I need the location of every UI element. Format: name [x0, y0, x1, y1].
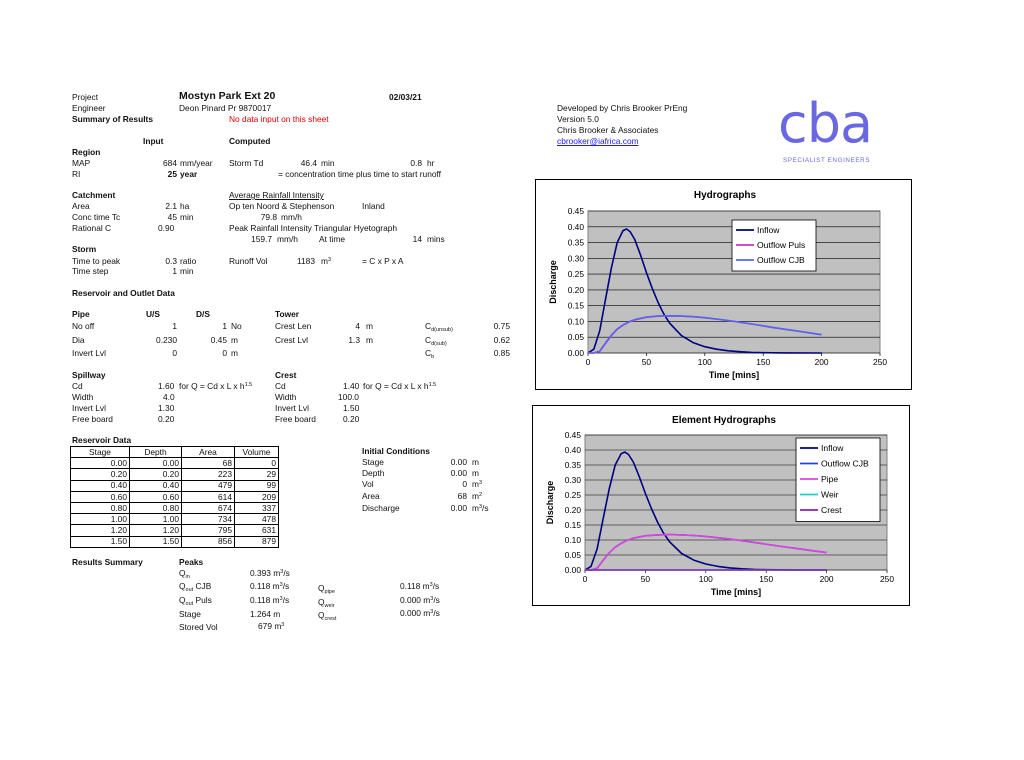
col-depth: Depth — [130, 447, 182, 458]
peaks-heading: Peaks — [179, 557, 204, 567]
cb-label: $C_b$ — [425, 348, 435, 360]
legend-entry: Inflow — [757, 225, 780, 235]
avg-rainfall-label: Average Rainfall Intensity — [229, 190, 324, 200]
engineer-label: Engineer — [72, 103, 106, 113]
col-area: Area — [182, 447, 235, 458]
pipe-invert-ds: 0 — [222, 348, 227, 358]
developer-email-link[interactable]: cbrooker@iafrica.com — [557, 136, 639, 146]
crest-len-value: 4 — [355, 321, 360, 331]
cell-stage: 1.50 — [71, 536, 130, 547]
storm-td-hr: 0.8 — [410, 158, 422, 168]
x-tick-label: 50 — [640, 574, 651, 584]
pipe-invert-us: 0 — [172, 348, 177, 358]
hydrographs-chart — [535, 179, 912, 390]
pipe-dia-ds: 0.45 — [210, 335, 227, 345]
reservoir-outlet-heading: Reservoir and Outlet Data — [72, 288, 175, 298]
computed-heading: Computed — [229, 136, 271, 146]
pipe-dia-unit: m — [231, 335, 238, 345]
pipe-dia-label: Dia — [72, 335, 85, 345]
table-row — [71, 514, 279, 525]
storm-heading: Storm — [72, 244, 97, 254]
no-input-note: No data input on this sheet — [229, 114, 329, 124]
cell-area: 479 — [182, 480, 235, 491]
legend-entry: Crest — [821, 505, 842, 515]
element-hydrographs-svg — [533, 406, 911, 607]
table-row — [71, 458, 279, 469]
table-row — [71, 536, 279, 547]
cell-area: 734 — [182, 514, 235, 525]
area-unit: ha — [180, 201, 190, 211]
crest-formula: for Q = Cd x L x $h^{1.5}$ — [363, 381, 437, 391]
cell-volume: 0 — [235, 458, 279, 469]
table-row — [71, 480, 279, 491]
peak-stage-value: 1.264 m — [250, 609, 281, 619]
y-tick-label: 0.00 — [564, 565, 581, 575]
area-value: 2.1 — [165, 201, 177, 211]
cell-stage: 0.20 — [71, 469, 130, 480]
q-weir-value: 0.000 $m^3/s$ — [400, 595, 440, 605]
x-tick-label: 250 — [880, 574, 894, 584]
tc-unit: min — [180, 212, 194, 222]
spillway-width-value: 4.0 — [163, 392, 175, 402]
cell-volume: 478 — [235, 514, 279, 525]
crest-invert-value: 1.50 — [343, 403, 360, 413]
y-tick-label: 0.10 — [564, 535, 581, 545]
cell-volume: 631 — [235, 525, 279, 536]
crest-cd-value: 1.40 — [343, 381, 360, 391]
crest-lvl-unit: m — [366, 335, 373, 345]
cd-sub-value: 0.62 — [493, 335, 510, 345]
time-step-value: 1 — [172, 266, 177, 276]
cell-depth: 0.60 — [130, 491, 182, 502]
table-row — [71, 469, 279, 480]
at-time-unit: mins — [427, 234, 445, 244]
initial-discharge-value: 0.00 — [450, 503, 467, 513]
area-label: Area — [72, 201, 90, 211]
y-tick-label: 0.40 — [567, 221, 584, 232]
col-volume: Volume — [235, 447, 279, 458]
pipe-no-ds: 1 — [222, 321, 227, 331]
cba-logo: cba — [778, 92, 873, 155]
cell-depth: 0.00 — [130, 458, 182, 469]
cell-area: 795 — [182, 525, 235, 536]
spillway-width-label: Width — [72, 392, 94, 402]
y-axis-label: Discharge — [545, 480, 555, 525]
y-axis-label: Discharge — [548, 260, 558, 304]
initial-area-label: Area — [362, 491, 380, 501]
cell-depth: 0.40 — [130, 480, 182, 491]
pipe-no-us: 1 — [172, 321, 177, 331]
project-label: Project — [72, 92, 99, 102]
time-step-label: Time step — [72, 266, 109, 276]
q-crest-label: $Q_{crest}$ — [318, 610, 337, 622]
initial-stage-unit: m — [472, 457, 479, 467]
crest-heading: Crest — [275, 370, 297, 380]
map-unit: mm/year — [180, 158, 213, 168]
q-in-value: 0.393 $m^3/s$ — [250, 568, 290, 578]
ri-value: 25 — [167, 169, 177, 179]
storm-td-min-unit: min — [321, 158, 335, 168]
tower-heading: Tower — [275, 309, 300, 319]
cell-area: 674 — [182, 502, 235, 513]
cell-depth: 1.20 — [130, 525, 182, 536]
cell-depth: 1.50 — [130, 536, 182, 547]
cell-volume: 99 — [235, 480, 279, 491]
initial-area-unit: $m^2$ — [472, 491, 483, 501]
spillway-cd-value: 1.60 — [158, 381, 175, 391]
table-row — [71, 491, 279, 502]
spillway-invert-value: 1.30 — [158, 403, 175, 413]
legend-entry: Inflow — [821, 443, 844, 453]
reservoir-data-heading: Reservoir Data — [72, 435, 132, 445]
pipe-heading: Pipe — [72, 309, 90, 319]
hydrographs-svg — [536, 180, 913, 391]
cell-volume: 29 — [235, 469, 279, 480]
pipe-invert-label: Invert Lvl — [72, 348, 106, 358]
runoff-vol-label: Runoff Vol — [229, 256, 268, 266]
y-tick-label: 0.30 — [564, 475, 581, 485]
cell-stage: 1.20 — [71, 525, 130, 536]
developer-line-1: Developed by Chris Brooker PrEng — [557, 103, 688, 113]
cell-depth: 0.80 — [130, 502, 182, 513]
y-tick-label: 0.20 — [567, 284, 584, 295]
cell-stage: 0.60 — [71, 491, 130, 502]
crest-cd-label: Cd — [275, 381, 286, 391]
stored-vol-label: Stored Vol — [179, 622, 218, 632]
x-axis-label: Time [mins] — [708, 370, 760, 380]
cell-depth: 0.20 — [130, 469, 182, 480]
q-crest-value: 0.000 $m^3/s$ — [400, 608, 440, 618]
initial-vol-value: 0 — [462, 479, 467, 489]
pipe-invert-unit: m — [231, 348, 238, 358]
x-tick-label: 100 — [697, 357, 712, 367]
pipe-ds-heading: D/S — [196, 309, 210, 319]
initial-depth-value: 0.00 — [450, 468, 467, 478]
time-step-unit: min — [180, 266, 194, 276]
avg-rainfall-value: 79.8 — [260, 212, 277, 222]
spillway-cd-label: Cd — [72, 381, 83, 391]
storm-td-hr-unit: hr — [427, 158, 435, 168]
crest-len-label: Crest Len — [275, 321, 312, 331]
peak-rainfall-label: Peak Rainfall Intensity Triangular Hyetograph — [229, 223, 398, 233]
initial-vol-label: Vol — [362, 479, 374, 489]
crest-lvl-value: 1.3 — [348, 335, 360, 345]
cb-value: 0.85 — [493, 348, 510, 358]
y-tick-label: 0.05 — [564, 550, 581, 560]
concentration-note: = concentration time plus time to start runoff — [278, 169, 442, 179]
cell-stage: 1.00 — [71, 514, 130, 525]
runoff-vol-unit: $m^3$ — [321, 256, 332, 266]
cd-unsub-value: 0.75 — [493, 321, 510, 331]
y-tick-label: 0.35 — [567, 237, 584, 248]
x-tick-label: 150 — [756, 357, 771, 367]
y-tick-label: 0.15 — [567, 300, 584, 311]
cd-sub-label: $C_{d(sub)}$ — [425, 335, 447, 347]
tc-label: Conc time Tc — [72, 212, 121, 222]
y-tick-label: 0.05 — [567, 332, 584, 343]
runoff-formula: = C x P x A — [362, 256, 404, 266]
q-pipe-value: 0.118 $m^3/s$ — [400, 581, 440, 591]
q-out-cjb-value: 0.118 $m^3/s$ — [250, 581, 290, 591]
engineer-name: Deon Pinard Pr 9870017 — [179, 103, 272, 113]
spillway-heading: Spillway — [72, 370, 106, 380]
spillway-formula: for Q = Cd x L x $h^{1.5}$ — [179, 381, 253, 391]
peak-stage-label: Stage — [179, 609, 201, 619]
q-in-label: $Q_{in}$ — [179, 568, 190, 580]
pipe-us-heading: U/S — [146, 309, 160, 319]
legend-entry: Pipe — [821, 474, 839, 484]
crest-freeboard-value: 0.20 — [343, 414, 360, 424]
x-tick-label: 200 — [814, 357, 829, 367]
peak-rainfall-value: 159.7 — [251, 234, 272, 244]
peak-rainfall-unit: mm/h — [277, 234, 298, 244]
initial-conditions-heading: Initial Conditions — [362, 446, 430, 456]
stored-vol-value: 679 $m^3$ — [258, 621, 285, 631]
input-heading: Input — [143, 136, 164, 146]
spillway-freeboard-value: 0.20 — [158, 414, 175, 424]
initial-discharge-label: Discharge — [362, 503, 400, 513]
region-heading: Region — [72, 147, 101, 157]
element-hydrographs-chart — [532, 405, 910, 606]
y-tick-label: 0.10 — [567, 316, 584, 327]
reservoir-data-table — [70, 446, 279, 548]
y-tick-label: 0.15 — [564, 520, 581, 530]
initial-discharge-unit: $m^3/s$ — [472, 503, 489, 513]
cell-volume: 209 — [235, 491, 279, 502]
cba-logo-subtitle: SPECIALIST ENGINEERS — [783, 157, 871, 164]
tc-value: 45 — [167, 212, 177, 222]
col-stage: Stage — [71, 447, 130, 458]
time-to-peak-label: Time to peak — [72, 256, 121, 266]
storm-td-min: 46.4 — [300, 158, 317, 168]
developer-line-3: Chris Brooker & Associates — [557, 125, 659, 135]
pipe-dia-us: 0.230 — [156, 335, 177, 345]
crest-freeboard-label: Free board — [275, 414, 316, 424]
legend-entry: Weir — [821, 489, 839, 500]
legend-entry: Outflow CJB — [821, 458, 869, 469]
pipe-no-label: No off — [72, 321, 95, 331]
catchment-heading: Catchment — [72, 190, 116, 200]
cell-area: 614 — [182, 491, 235, 502]
y-tick-label: 0.00 — [567, 348, 584, 358]
legend-entry: Outflow Puls — [757, 240, 806, 250]
chart-title: Element Hydrographs — [672, 415, 776, 426]
x-tick-label: 50 — [641, 357, 652, 367]
cell-area: 223 — [182, 469, 235, 480]
developer-line-2: Version 5.0 — [557, 114, 599, 124]
report-date: 02/03/21 — [389, 92, 422, 102]
pipe-no-unit: No — [231, 321, 242, 331]
q-out-puls-label: $Q_{out}$ Puls — [179, 595, 212, 607]
cell-stage: 0.00 — [71, 458, 130, 469]
y-tick-label: 0.25 — [567, 269, 584, 280]
summary-label: Summary of Results — [72, 114, 153, 124]
rational-c-label: Rational C — [72, 223, 112, 233]
chart-title: Hydrographs — [693, 190, 757, 201]
cell-area: 68 — [182, 458, 235, 469]
time-to-peak-unit: ratio — [180, 256, 197, 266]
ri-unit: year — [180, 169, 198, 179]
crest-lvl-label: Crest Lvl — [275, 335, 309, 345]
x-tick-label: 0 — [582, 574, 588, 584]
storm-td-label: Storm Td — [229, 158, 264, 168]
table-row — [71, 502, 279, 513]
x-tick-label: 100 — [698, 574, 713, 584]
q-weir-label: $Q_{weir}$ — [318, 597, 335, 609]
rainfall-location: Inland — [362, 201, 385, 211]
rational-c-value: 0.90 — [158, 223, 175, 233]
y-tick-label: 0.45 — [567, 206, 584, 216]
results-summary-heading: Results Summary — [72, 557, 143, 567]
y-tick-label: 0.30 — [567, 253, 584, 264]
crest-width-value: 100.0 — [338, 392, 359, 402]
y-tick-label: 0.20 — [564, 505, 581, 515]
avg-rainfall-unit: mm/h — [281, 212, 302, 222]
ri-label: RI — [72, 169, 81, 179]
x-axis-label: Time [mins] — [710, 587, 762, 597]
y-tick-label: 0.45 — [564, 430, 581, 440]
cell-stage: 0.40 — [71, 480, 130, 491]
spillway-invert-label: Invert Lvl — [72, 403, 106, 413]
q-out-puls-value: 0.118 $m^3/s$ — [250, 595, 290, 605]
y-tick-label: 0.25 — [564, 490, 581, 500]
legend-entry: Outflow CJB — [757, 255, 805, 265]
x-tick-label: 150 — [759, 574, 774, 584]
x-tick-label: 250 — [873, 357, 887, 367]
reservoir-header-row — [71, 447, 279, 458]
at-time-value: 14 — [412, 234, 422, 244]
crest-width-label: Width — [275, 392, 297, 402]
map-value: 684 — [163, 158, 177, 168]
initial-vol-unit: $m^3$ — [472, 479, 483, 489]
time-to-peak-value: 0.3 — [165, 256, 177, 266]
q-pipe-label: $Q_{pipe}$ — [318, 583, 335, 595]
cd-unsub-label: $C_{d(unsub)}$ — [425, 321, 453, 333]
cell-stage: 0.80 — [71, 502, 130, 513]
x-tick-label: 0 — [585, 357, 591, 367]
project-name: Mostyn Park Ext 20 — [179, 90, 276, 102]
at-time-label: At time — [319, 234, 346, 244]
initial-depth-unit: m — [472, 468, 479, 478]
initial-area-value: 68 — [457, 491, 467, 501]
cell-area: 856 — [182, 536, 235, 547]
y-tick-label: 0.40 — [564, 445, 581, 455]
rainfall-method: Op ten Noord & Stephenson — [229, 201, 335, 211]
q-out-cjb-label: $Q_{out}$ CJB — [179, 581, 212, 593]
initial-stage-value: 0.00 — [450, 457, 467, 467]
runoff-vol-value: 1183 — [296, 256, 315, 266]
crest-invert-label: Invert Lvl — [275, 403, 309, 413]
initial-depth-label: Depth — [362, 468, 385, 478]
initial-stage-label: Stage — [362, 457, 384, 467]
cell-volume: 337 — [235, 502, 279, 513]
x-tick-label: 200 — [819, 574, 834, 584]
table-row — [71, 525, 279, 536]
crest-len-unit: m — [366, 321, 373, 331]
cell-volume: 879 — [235, 536, 279, 547]
cell-depth: 1.00 — [130, 514, 182, 525]
y-tick-label: 0.35 — [564, 460, 581, 470]
spillway-freeboard-label: Free board — [72, 414, 113, 424]
map-label: MAP — [72, 158, 91, 168]
